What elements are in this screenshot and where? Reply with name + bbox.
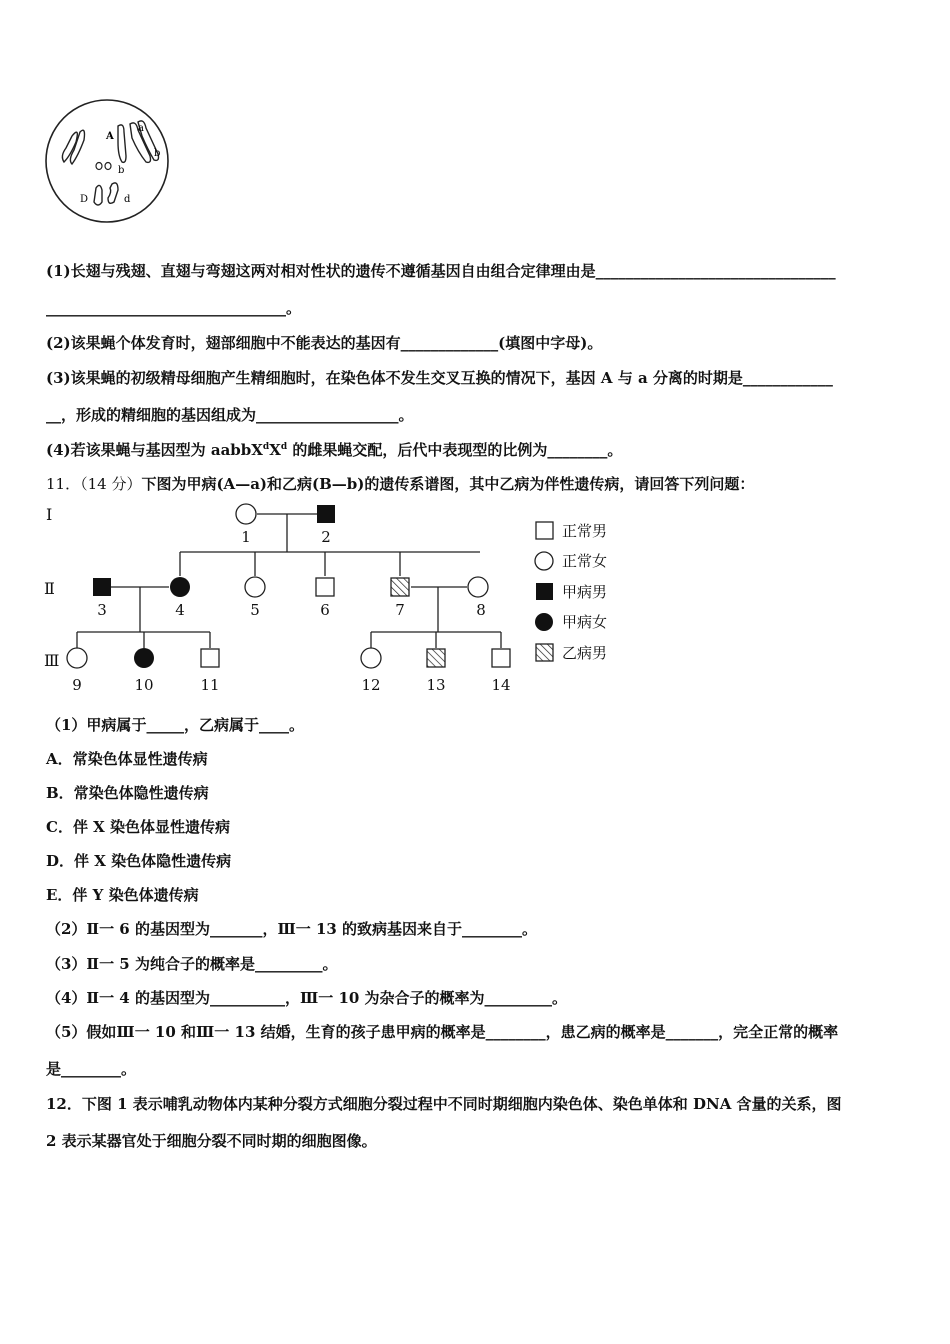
id-label-9: 9 bbox=[72, 676, 82, 694]
q11-sub5-line1: （5）假如Ⅲ一 10 和Ⅲ一 13 结婚，生育的孩子患甲病的概率是________，患乙病的概率是_______，完全正常的概率 bbox=[46, 1023, 839, 1041]
id-label-10: 10 bbox=[134, 676, 154, 694]
legend-symbol-normal-male bbox=[536, 522, 553, 539]
legend-symbol-normal-female bbox=[535, 552, 553, 570]
gene-label-b-center: b bbox=[118, 165, 125, 176]
q11-option-d: D．伴 X 染色体隐性遗传病 bbox=[46, 852, 232, 870]
id-label-11: 11 bbox=[200, 676, 220, 694]
q10-part4-sup2: d bbox=[280, 442, 288, 452]
legend-label-disease-a-female: 甲病女 bbox=[562, 613, 608, 631]
id-label-8: 8 bbox=[476, 601, 486, 619]
individual-II-5 bbox=[245, 577, 265, 597]
q11-sub3: （3）Ⅱ一 5 为纯合子的概率是_________。 bbox=[46, 955, 338, 973]
id-label-5: 5 bbox=[250, 601, 260, 619]
individual-III-9 bbox=[67, 648, 87, 668]
id-label-4: 4 bbox=[175, 601, 185, 619]
chromosome-cell-figure bbox=[42, 96, 174, 226]
q11-number: 11． bbox=[46, 475, 81, 493]
generation-label-1: Ⅰ bbox=[46, 505, 53, 524]
id-label-13: 13 bbox=[426, 676, 446, 694]
id-label-1: 1 bbox=[241, 528, 251, 546]
q10-part4 bbox=[46, 440, 622, 460]
legend-symbol-disease-a-male bbox=[536, 583, 553, 600]
q10-part3-line2: __，形成的精细胞的基因组成为___________________。 bbox=[46, 406, 414, 424]
q11-option-e: E．伴 Y 染色体遗传病 bbox=[46, 886, 199, 904]
q11-sub4: （4）Ⅱ一 4 的基因型为__________，Ⅲ一 10 为杂合子的概率为_________。 bbox=[46, 989, 568, 1007]
gene-label-a: a bbox=[138, 123, 144, 134]
id-label-3: 3 bbox=[97, 601, 107, 619]
q10-part2: (2)该果蝇个体发育时，翅部细胞中不能表达的基因有_____________(填图中字母)。 bbox=[46, 334, 603, 352]
id-label-2: 2 bbox=[321, 528, 331, 546]
q10-part3-line1: (3)该果蝇的初级精母细胞产生精细胞时，在染色体不发生交叉互换的情况下，基因 A 与 a 分离的时期是____________ bbox=[46, 369, 833, 387]
q11-sub2: （2）Ⅱ一 6 的基因型为_______，Ⅲ一 13 的致病基因来自于________。 bbox=[46, 920, 538, 938]
gene-label-D: D bbox=[80, 194, 89, 205]
chromosome-dot-1 bbox=[96, 163, 102, 170]
individual-III-14 bbox=[492, 649, 510, 667]
q11-option-b: B．常染色体隐性遗传病 bbox=[46, 784, 209, 802]
id-label-6: 6 bbox=[320, 601, 330, 619]
gene-label-b-right: b bbox=[154, 148, 161, 159]
legend-label-disease-b-male: 乙病男 bbox=[562, 644, 608, 662]
individual-II-6 bbox=[316, 578, 334, 596]
q10-part4-pre: (4)若该果蝇与基因型为 aabbX bbox=[46, 441, 263, 459]
id-label-12: 12 bbox=[361, 676, 381, 694]
legend-label-normal-male: 正常男 bbox=[562, 522, 608, 540]
q11-stem bbox=[46, 474, 754, 494]
q10-part1-line2: ________________________________。 bbox=[46, 299, 302, 317]
individual-III-10 bbox=[134, 648, 154, 668]
id-label-14: 14 bbox=[491, 676, 511, 694]
chromosome-dot-2 bbox=[105, 163, 111, 170]
individual-III-13 bbox=[427, 649, 445, 667]
individual-II-3 bbox=[93, 578, 111, 596]
generation-label-2: Ⅱ bbox=[44, 579, 55, 598]
q11-option-a: A．常染色体显性遗传病 bbox=[46, 750, 208, 768]
q12-line2: 2 表示某器官处于细胞分裂不同时期的细胞图像。 bbox=[46, 1132, 377, 1150]
generation-label-3: Ⅲ bbox=[44, 651, 60, 670]
q10-part4-post: 的雌果蝇交配，后代中表现型的比例为________。 bbox=[287, 441, 623, 459]
q11-points: （14 分） bbox=[80, 475, 142, 493]
id-label-7: 7 bbox=[395, 601, 405, 619]
q11-sub1: （1）甲病属于_____，乙病属于____。 bbox=[46, 716, 304, 734]
q12-line1: 12．下图 1 表示哺乳动物体内某种分裂方式细胞分裂过程中不同时期细胞内染色体、染色单体和 DNA 含量的关系，图 bbox=[46, 1095, 842, 1113]
gene-label-d: d bbox=[124, 194, 131, 205]
individual-III-11 bbox=[201, 649, 219, 667]
q10-part4-sup1: d bbox=[262, 442, 270, 452]
chromosome-d bbox=[108, 183, 118, 203]
individual-II-7 bbox=[391, 578, 409, 596]
pedigree-chart bbox=[40, 498, 640, 698]
q10-part4-mid: X bbox=[269, 441, 281, 459]
chromosome-A bbox=[118, 125, 126, 163]
chromosome-D bbox=[94, 185, 102, 205]
individual-I-2 bbox=[317, 505, 335, 523]
q10-part1-line1: (1)长翅与残翅、直翅与弯翅这两对相对性状的遗传不遵循基因自由组合定律理由是________________________________ bbox=[46, 262, 836, 280]
legend-symbol-disease-b-male bbox=[536, 644, 553, 661]
individual-II-8 bbox=[468, 577, 488, 597]
q11-option-c: C．伴 X 染色体显性遗传病 bbox=[46, 818, 231, 836]
individual-II-4 bbox=[170, 577, 190, 597]
legend-symbol-disease-a-female bbox=[535, 613, 553, 631]
q11-stem-text: 下图为甲病(A—a)和乙病(B—b)的遗传系谱图，其中乙病为伴性遗传病，请回答下列问题： bbox=[141, 475, 755, 493]
legend-label-disease-a-male: 甲病男 bbox=[562, 583, 608, 601]
q11-sub5-line2: 是________。 bbox=[46, 1060, 137, 1078]
legend-label-normal-female: 正常女 bbox=[562, 552, 608, 570]
gene-label-A: A bbox=[106, 131, 114, 142]
individual-III-12 bbox=[361, 648, 381, 668]
individual-I-1 bbox=[236, 504, 256, 524]
